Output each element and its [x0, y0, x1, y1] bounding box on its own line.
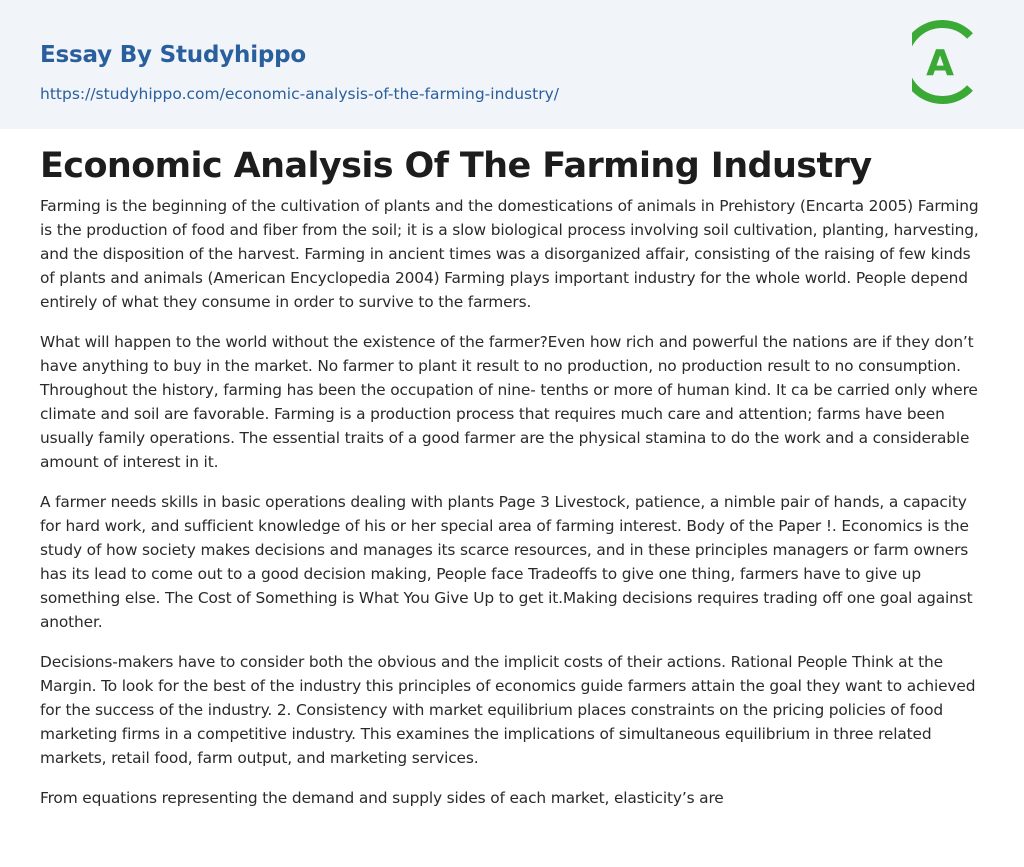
page-title: Economic Analysis Of The Farming Industry — [40, 146, 872, 186]
logo-letter: A — [926, 43, 954, 84]
site-title: Essay By Studyhippo — [40, 42, 307, 68]
article-paragraph: Decisions-makers have to consider both the obvious and the implicit costs of their actions. Rational People Think at the Margin. To look for the best of the industry this principles of economics guide farmers attain the goal they want to achieved for the success of the industry. 2. Consistency with market equilibrium places constraints on the pricing policies of food marketing firms in a competitive industry. This examines the implications of simultaneous equilibrium in three related markets, retail food, farm output, and marketing services. — [40, 653, 976, 767]
studyhippo-logo[interactable] — [912, 19, 986, 105]
article-paragraph: Farming is the beginning of the cultivation of plants and the domestications of animals in Prehistory (Encarta 2005) Farming is the production of food and fiber from the soil; it is a slow biological process involving soil cultivation, planting, harvesting, and the disposition of the harvest. Farming in ancient times was a disorganized affair, consisting of the raising of few kinds of plants and animals (American Encyclopedia 2004) Farming plays important industry for the whole world. People depend entirely of what they consume in order to survive to the farmers. — [40, 197, 979, 311]
article-url-link[interactable]: https://studyhippo.com/economic-analysis-of-the-farming-industry/ — [40, 85, 559, 103]
article-paragraph: From equations representing the demand and supply sides of each market, elasticity’s are — [40, 789, 724, 807]
article-paragraph: A farmer needs skills in basic operations dealing with plants Page 3 Livestock, patience, a nimble pair of hands, a capacity for hard work, and sufficient knowledge of his or her special area of farming interest. Body of the Paper !. Economics is the study of how society makes decisions and manages its scarce resources, and in these principles managers or farm owners has its lead to come out to a good decision making, People face Tradeoffs to give one thing, farmers have to give up something else. The Cost of Something is What You Give Up to get it.Making decisions requires trading off one goal against another. — [40, 493, 973, 631]
article-paragraph: What will happen to the world without the existence of the farmer?Even how rich and powerful the nations are if they don’t have anything to buy in the market. No farmer to plant it result to no production, no production result to no consumption. Throughout the history, farming has been the occupation of nine- tenths or more of human kind. It ca be carried only where climate and soil are favorable. Farming is a production process that requires much care and attention; farms have been usually family operations. The essential traits of a good farmer are the physical stamina to do the work and a considerable amount of interest in it. — [40, 333, 978, 471]
article-body — [40, 194, 984, 826]
